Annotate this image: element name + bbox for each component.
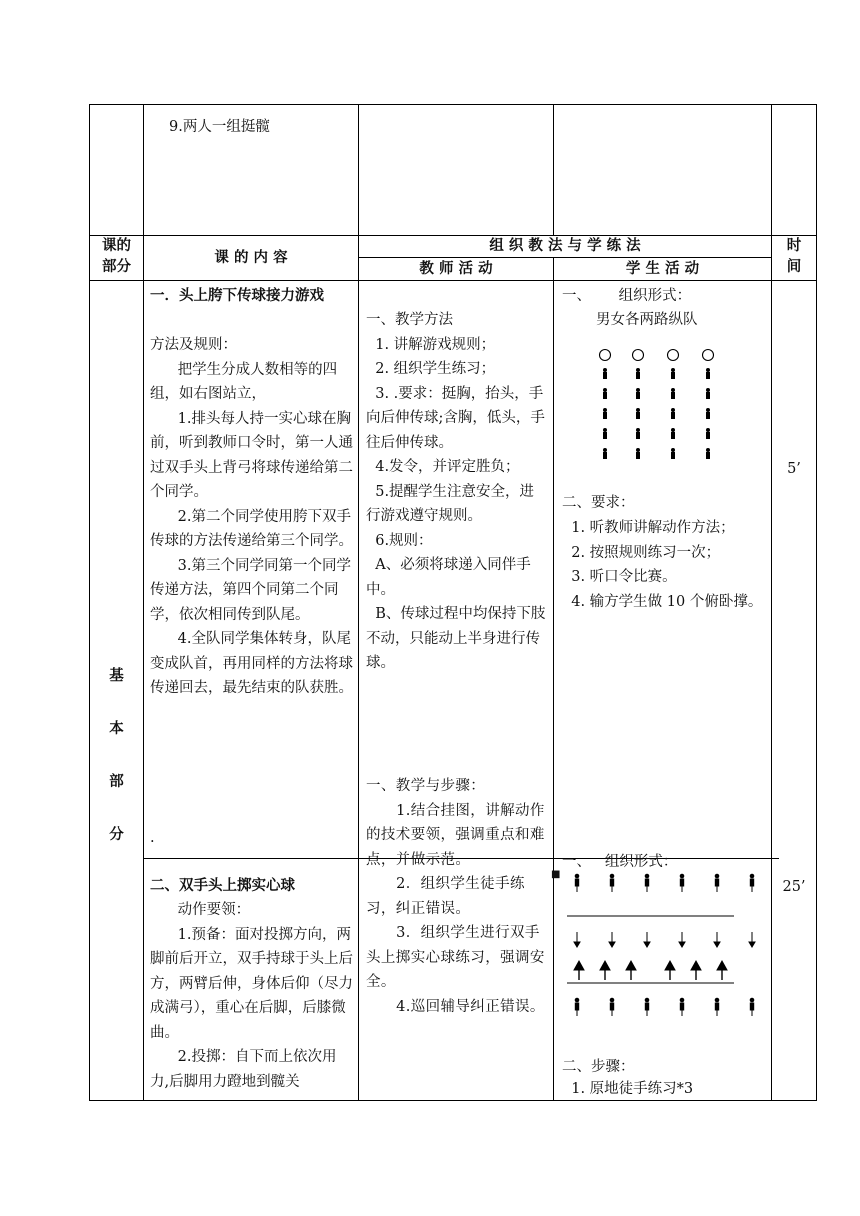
student-org-heading-2: 一、 组织形式： <box>562 854 678 870</box>
header-student: 学 生 活 动 <box>625 260 700 277</box>
student-step-1: 1. 原地徒手练习*3 <box>562 1081 694 1097</box>
game-rules-text: 方法及规则： 把学生分成人数相等的四组，如右图站立， 1.排头每人持一实心球在胸前，听到教师口令时，第一人通过双手头上背弓将球传递给第二个同学。 2.第二个同学使用胯下双手传球的方法传递给第三个同学。 3.第三个同学同第一个同学传递方法，第四个同第二个同学，依次相同传到队尾。 4.全队同学集体转身，队尾变成队首，再用同样的方法将球传递回去，最先结束的队获胜。 <box>150 337 353 696</box>
header-teacher: 教 师 活 动 <box>419 260 493 277</box>
time-part-2: 25’ <box>782 879 806 895</box>
student-req-heading: 二、要求： <box>562 495 635 511</box>
row-top <box>575 874 755 892</box>
bullet-mark: ■ <box>551 869 561 880</box>
header-section: 课的 部分 <box>102 237 131 275</box>
formation-text: 男女各两路纵队 <box>596 312 698 328</box>
teacher-activity-1: 一、教学方法 1. 讲解游戏规则； 2. 组织学生练习； 3. .要求：挺胸，抬头，手向后伸传球;含胸，低头，手往后伸传球。 4.发令，并评定胜负； 5.提醒学生注意安全，进行游戏遵守规则。 6.规则： A、必须将球递入同伴手中。 B、传球过程中均保持下肢不动，只能动上半身进行传球。 <box>366 312 546 671</box>
shotput-title: 二、双手头上掷实心球 <box>150 877 295 894</box>
row-bottom <box>575 998 755 1016</box>
relay-formation-diagram <box>590 345 730 475</box>
game-title: 一．头上胯下传球接力游戏 <box>150 287 324 304</box>
teacher-activity-2: 一、教学与步骤： 1.结合挂图，讲解动作的技术要领，强调重点和难点，并做示范。 2．组织学生徒手练习，纠正错误。 3．组织学生进行双手头上掷实心球练习，强调安全。 4.巡回辅导纠正错误。 <box>366 778 545 1015</box>
student-steps-heading: 二、步骤： <box>562 1059 635 1075</box>
dot-mark: . <box>150 830 155 846</box>
section-label: 基 本 部 分 <box>109 667 124 843</box>
col-line-3 <box>553 104 554 236</box>
student-req-list: 1. 听教师讲解动作方法； 2. 按照规则练习一次； 3. 听口令比赛。 4. 输方学生做 10 个俯卧撑。 <box>571 520 763 610</box>
column-3 <box>668 350 679 460</box>
throwing-formation-diagram <box>562 872 762 1032</box>
col-right-border <box>816 104 817 1101</box>
student-org-heading-1: 一、 组织形式： <box>562 288 692 304</box>
header-content: 课 的 内 容 <box>214 249 288 266</box>
table-bottom-border <box>89 1100 817 1101</box>
column-1 <box>600 350 611 460</box>
col-line-3b <box>553 257 554 1101</box>
item-9-text: 9.两人一组挺髋 <box>169 119 270 135</box>
arrows-up <box>574 961 727 980</box>
arrows-down <box>574 932 755 947</box>
column-2 <box>633 350 644 460</box>
header-org: 组 织 教 法 与 学 练 法 <box>489 237 641 254</box>
shotput-text: 动作要领： 1.预备：面对投掷方向，两脚前后开立，双手持球于头上后方，两臂后伸，身体后仰（尽力成满弓），重心在后脚，后膝微曲。 2.投掷：自下而上依次用力,后脚用力蹬地到髋关 <box>150 902 353 1090</box>
column-4 <box>703 350 714 460</box>
time-part-1: 5’ <box>787 461 801 477</box>
header-bottom-border <box>89 280 817 281</box>
header-time: 时 间 <box>786 237 802 275</box>
table-top-border <box>89 104 817 105</box>
